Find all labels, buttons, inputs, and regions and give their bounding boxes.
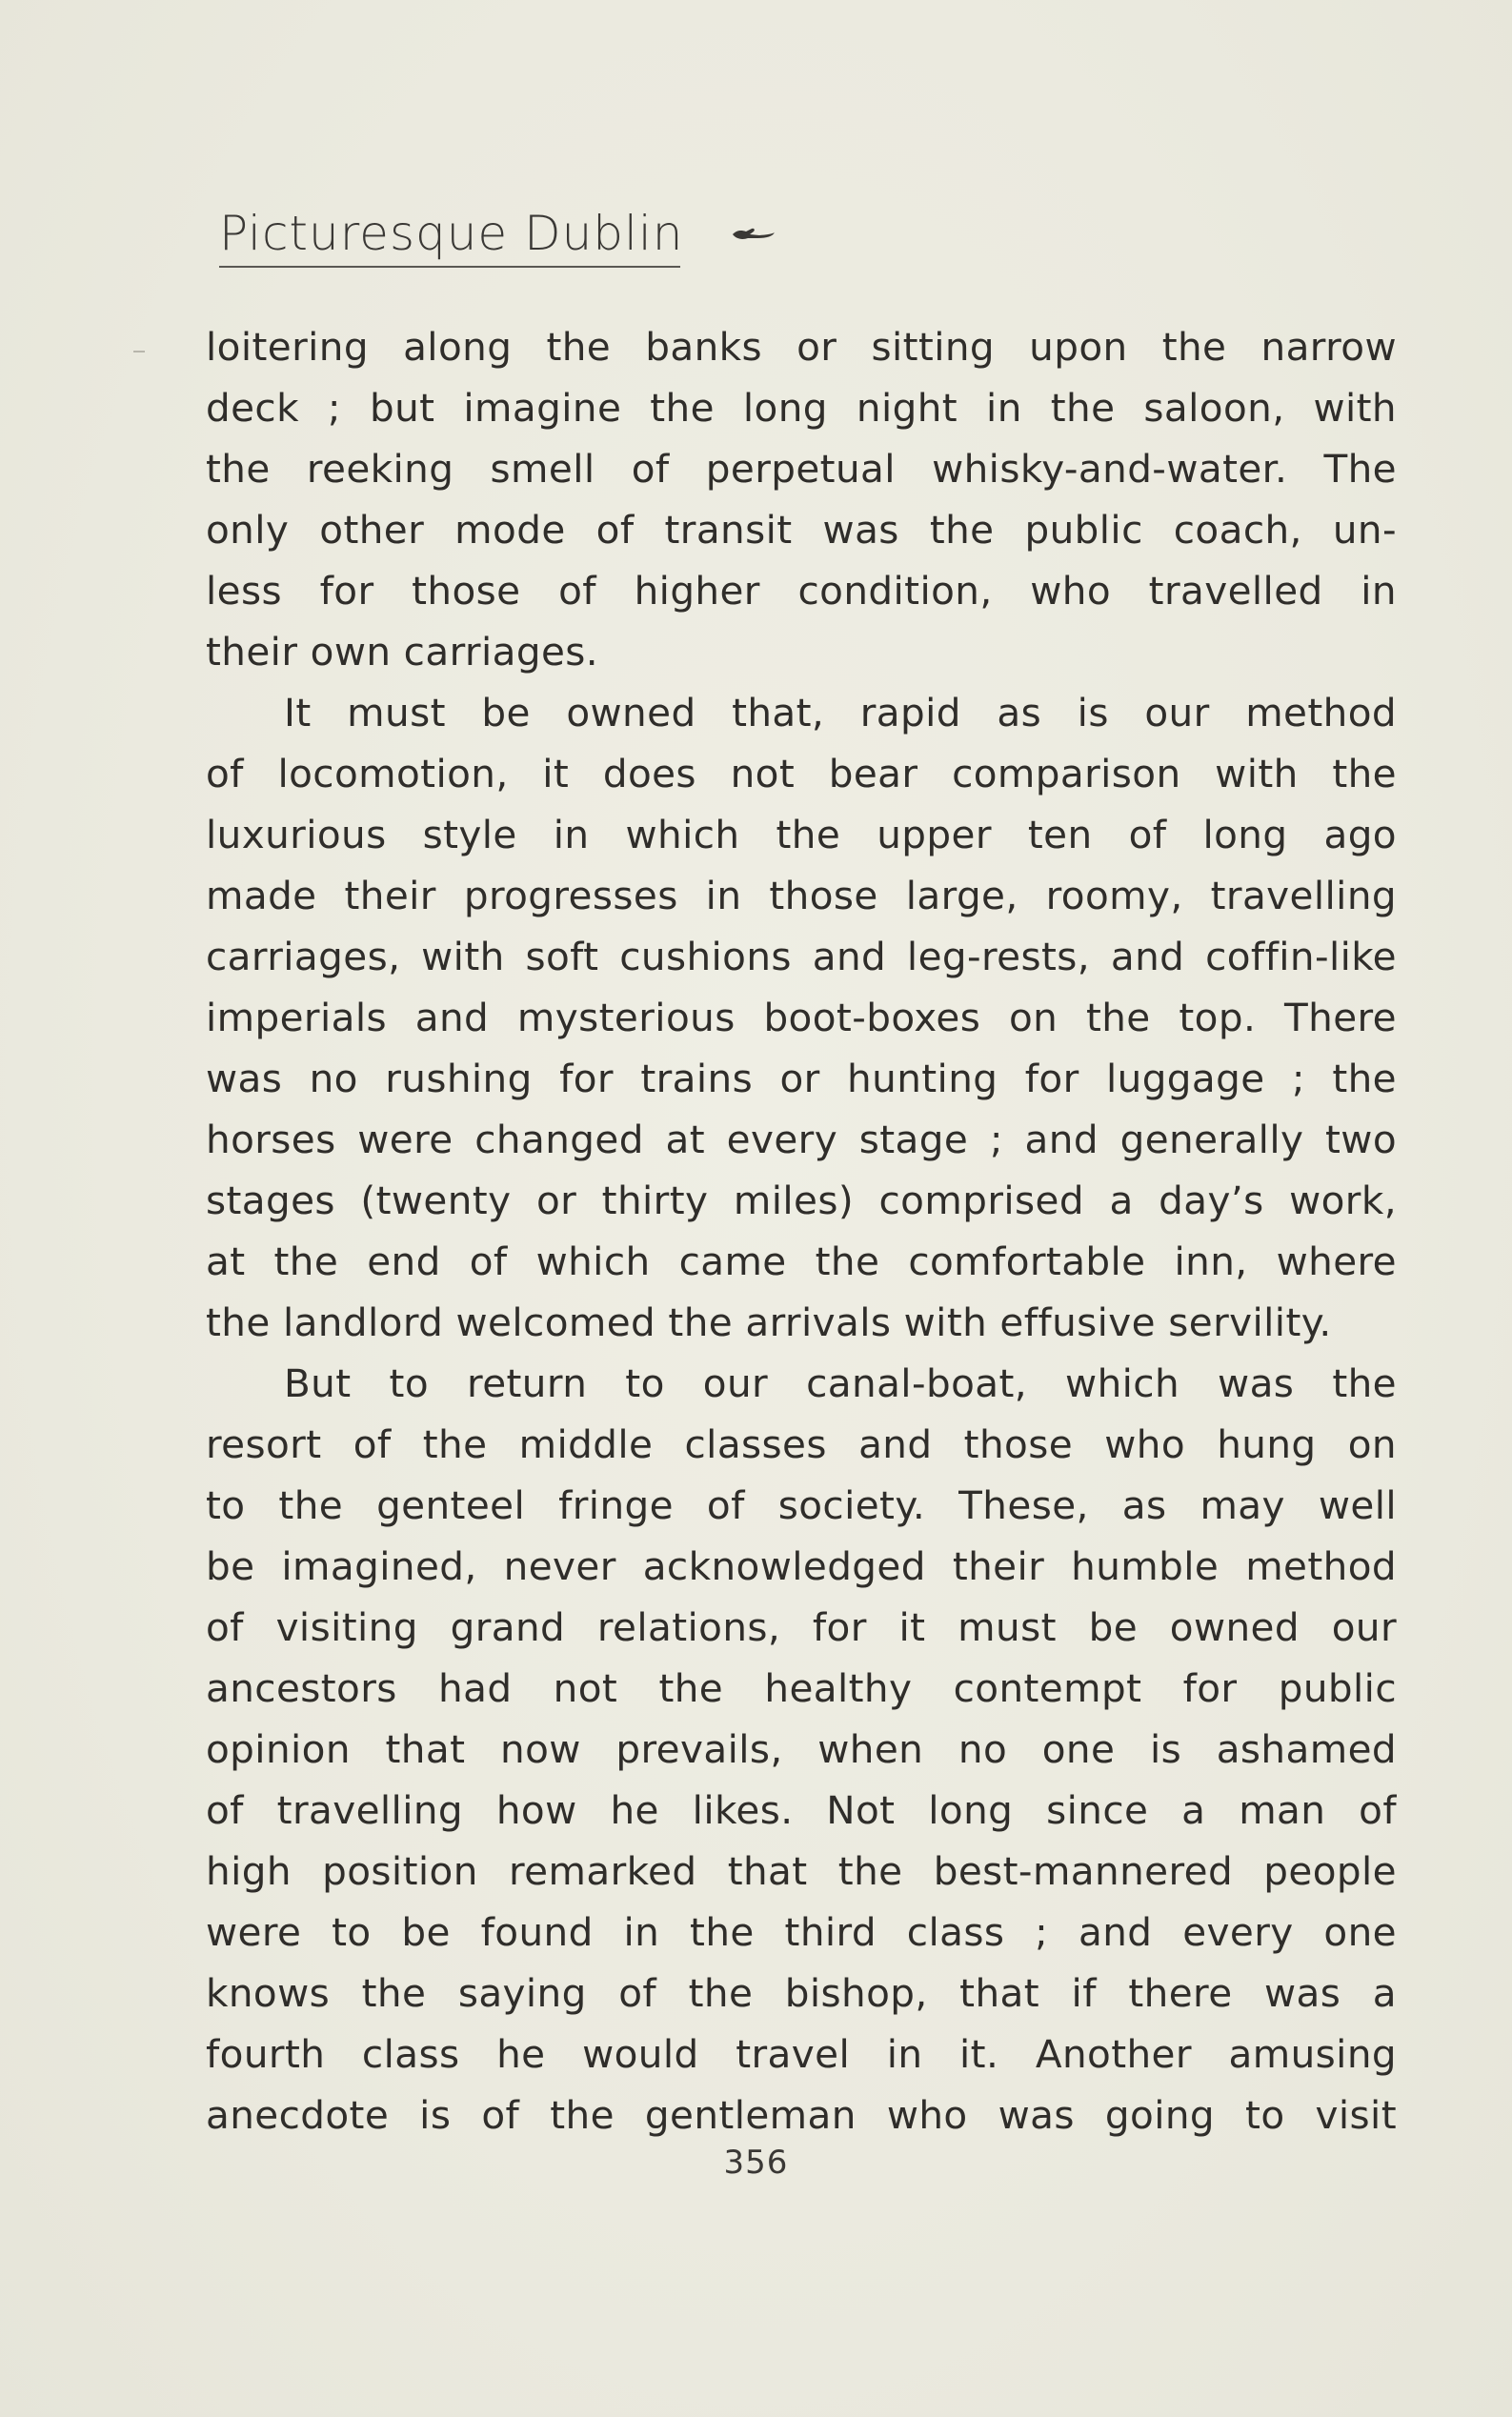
text-line: less for those of higher condition, who travelled in xyxy=(206,568,1397,614)
text-line: opinion that now prevails, when no one is ashamed xyxy=(206,1726,1397,1772)
text-line: high position remarked that the best-mannered people xyxy=(206,1848,1397,1894)
text-line: carriages, with soft cushions and leg-rests, and coffin-like xyxy=(206,934,1397,979)
running-head-rule xyxy=(219,266,680,268)
text-line: knows the saying of the bishop, that if there was a xyxy=(206,1970,1397,2016)
text-line: loitering along the banks or sitting upon the narrow xyxy=(206,324,1397,370)
text-line: imperials and mysterious boot-boxes on the top. There xyxy=(206,995,1397,1040)
page-number: 356 xyxy=(723,2144,789,2182)
text-line: stages (twenty or thirty miles) comprised a day’s work, xyxy=(206,1178,1397,1223)
margin-mark xyxy=(133,351,145,352)
text-line: their own carriages. xyxy=(206,629,599,675)
text-line: of travelling how he likes. Not long since a man of xyxy=(206,1787,1397,1833)
text-line: fourth class he would travel in it. Another amusing xyxy=(206,2031,1397,2077)
text-line: the landlord welcomed the arrivals with effusive servility. xyxy=(206,1299,1332,1345)
text-line: at the end of which came the comfortable inn, where xyxy=(206,1239,1397,1284)
running-head xyxy=(219,181,776,261)
text-line: be imagined, never acknowledged their humble method xyxy=(206,1543,1397,1589)
text-line: were to be found in the third class ; and every one xyxy=(206,1909,1397,1955)
text-line: anecdote is of the gentleman who was going to visit xyxy=(206,2092,1397,2138)
text-line: It must be owned that, rapid as is our method xyxy=(284,690,1397,735)
text-line: horses were changed at every stage ; and generally two xyxy=(206,1117,1397,1162)
text-line: was no rushing for trains or hunting for luggage ; the xyxy=(206,1056,1397,1101)
text-line: only other mode of transit was the public coach, un- xyxy=(206,507,1397,553)
text-line: of locomotion, it does not bear comparison with the xyxy=(206,751,1397,796)
text-line: the reeking smell of perpetual whisky-and-water. The xyxy=(206,446,1397,492)
text-line: made their progresses in those large, roomy, travelling xyxy=(206,873,1397,918)
pointing-hand-icon xyxy=(731,223,776,246)
text-line: to the genteel fringe of society. These, as may well xyxy=(206,1482,1397,1528)
text-line: of visiting grand relations, for it must be owned our xyxy=(206,1604,1397,1650)
text-line: deck ; but imagine the long night in the saloon, with xyxy=(206,385,1397,431)
text-line: ancestors had not the healthy contempt for public xyxy=(206,1665,1397,1711)
running-head-title: Picturesque Dublin xyxy=(219,206,684,261)
text-line: But to return to our canal-boat, which was the xyxy=(284,1360,1397,1406)
text-line: luxurious style in which the upper ten of long ago xyxy=(206,812,1397,857)
text-line: resort of the middle classes and those who hung on xyxy=(206,1421,1397,1467)
body-text xyxy=(206,316,1397,2145)
